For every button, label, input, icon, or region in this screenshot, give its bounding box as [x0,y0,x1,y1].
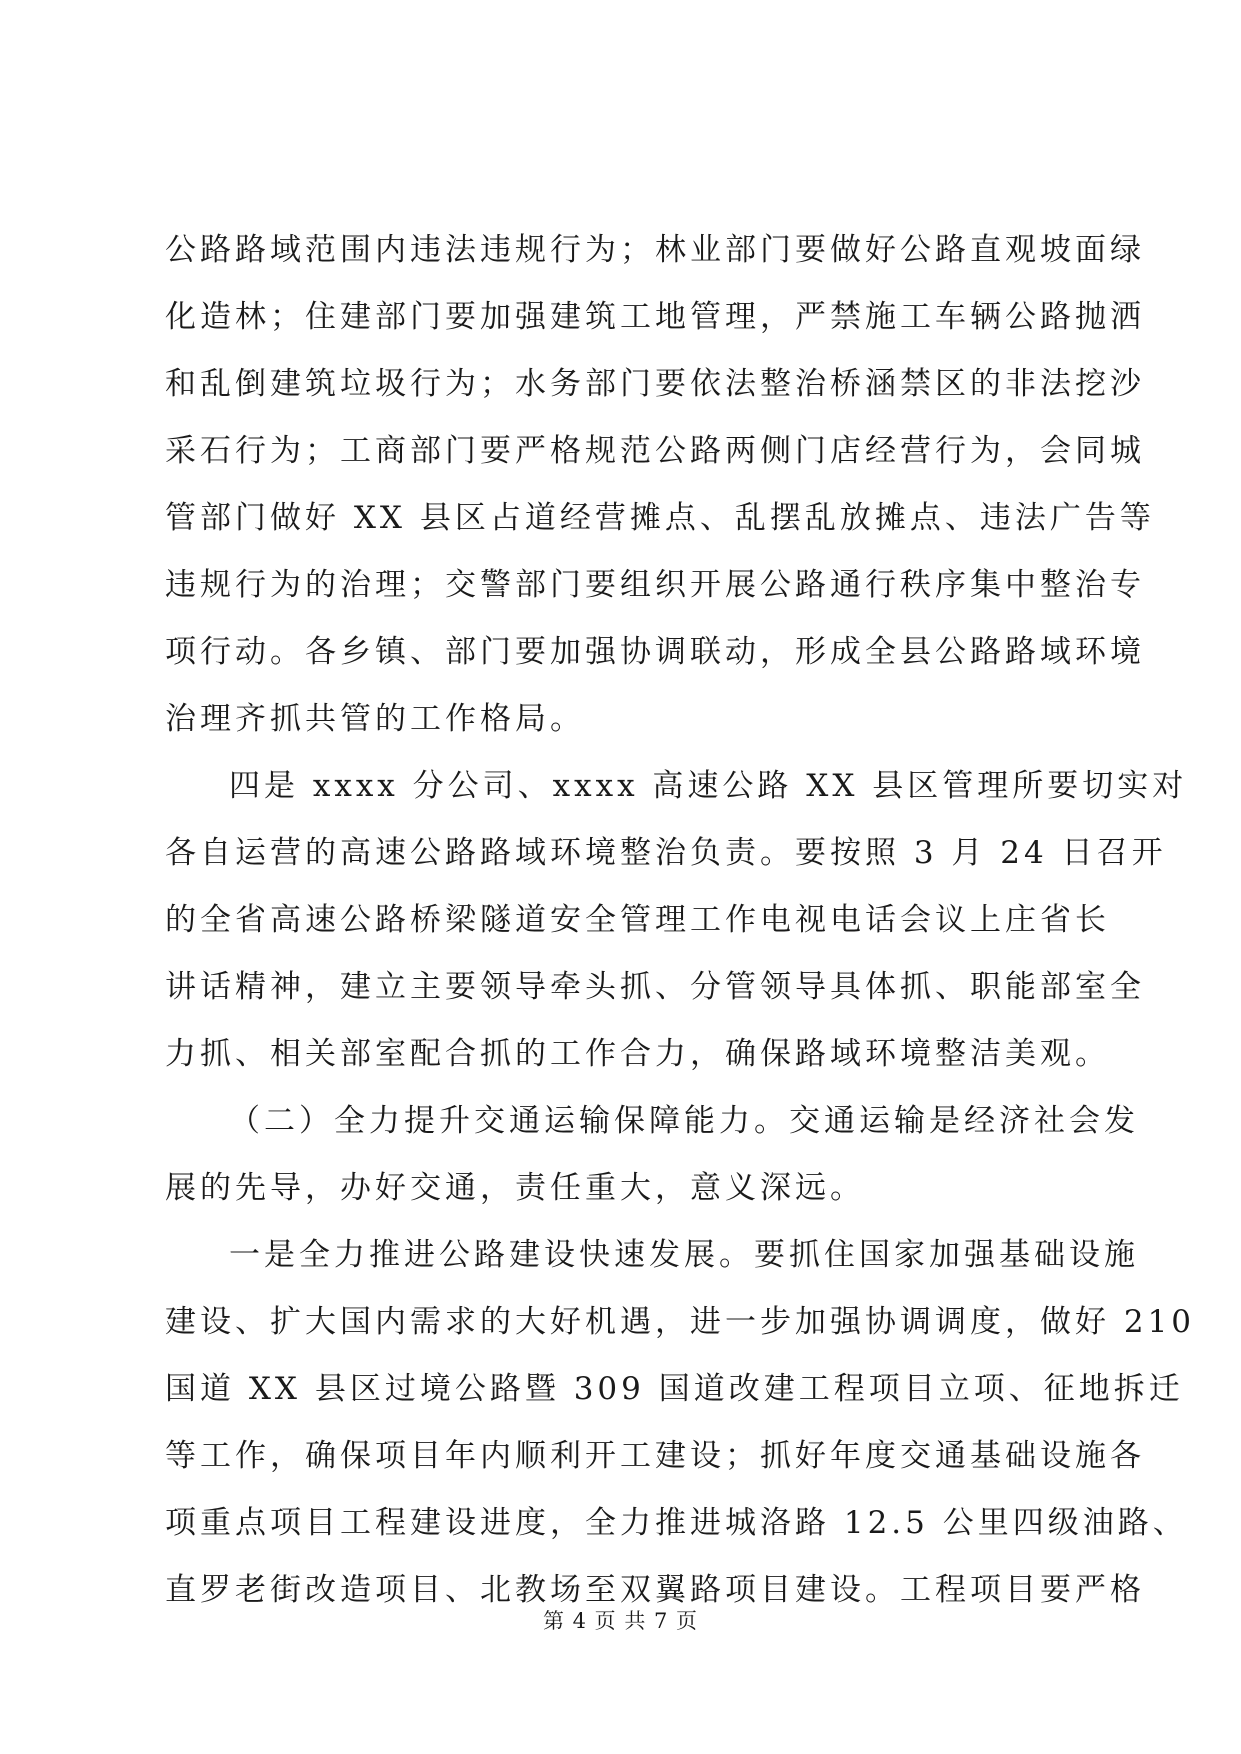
text-line: 治理齐抓共管的工作格局。 [165,701,585,737]
text-line: 违规行为的治理；交警部门要组织开展公路通行秩序集中整治专 [165,567,1145,603]
text-line: 直罗老街改造项目、北教场至双翼路项目建设。工程项目要严格 [165,1572,1145,1608]
text-line: 管部门做好 XX 县区占道经营摊点、乱摆乱放摊点、违法广告等 [165,500,1155,536]
paragraph-start-line: 四是 xxxx 分公司、xxxx 高速公路 XX 县区管理所要切实对 [229,768,1188,804]
text-line: 国道 XX 县区过境公路暨 309 国道改建工程项目立项、征地拆迁 [165,1371,1184,1407]
section-heading-line: （二）全力提升交通运输保障能力。交通运输是经济社会发 [229,1103,1139,1139]
text-line: 各自运营的高速公路路域环境整治负责。要按照 3 月 24 日召开 [165,835,1167,871]
text-line: 公路路域范围内违法违规行为；林业部门要做好公路直观坡面绿 [165,232,1145,268]
text-line: 力抓、相关部室配合抓的工作合力，确保路域环境整洁美观。 [165,1036,1110,1072]
text-line: 展的先导，办好交通，责任重大，意义深远。 [165,1170,865,1206]
text-line: 的全省高速公路桥梁隧道安全管理工作电视电话会议上庄省长 [165,902,1110,938]
text-line: 化造林；住建部门要加强建筑工地管理，严禁施工车辆公路抛洒 [165,299,1145,335]
body-text [165,230,1196,1637]
text-line: 建设、扩大国内需求的大好机遇，进一步加强协调调度，做好 210 [165,1304,1196,1340]
text-line: 项重点项目工程建设进度，全力推进城洛路 12.5 公里四级油路、 [165,1505,1188,1541]
paragraph-start-line: 一是全力推进公路建设快速发展。要抓住国家加强基础设施 [229,1237,1139,1273]
text-line: 讲话精神，建立主要领导牵头抓、分管领导具体抓、职能部室全 [165,969,1145,1005]
text-line: 项行动。各乡镇、部门要加强协调联动，形成全县公路路域环境 [165,634,1145,670]
text-line: 和乱倒建筑垃圾行为；水务部门要依法整治桥涵禁区的非法挖沙 [165,366,1145,402]
text-line: 等工作，确保项目年内顺利开工建设；抓好年度交通基础设施各 [165,1438,1145,1474]
page-footer: 第 4 页 共 7 页 [542,1609,699,1633]
text-line: 采石行为；工商部门要严格规范公路两侧门店经营行为，会同城 [165,433,1145,469]
